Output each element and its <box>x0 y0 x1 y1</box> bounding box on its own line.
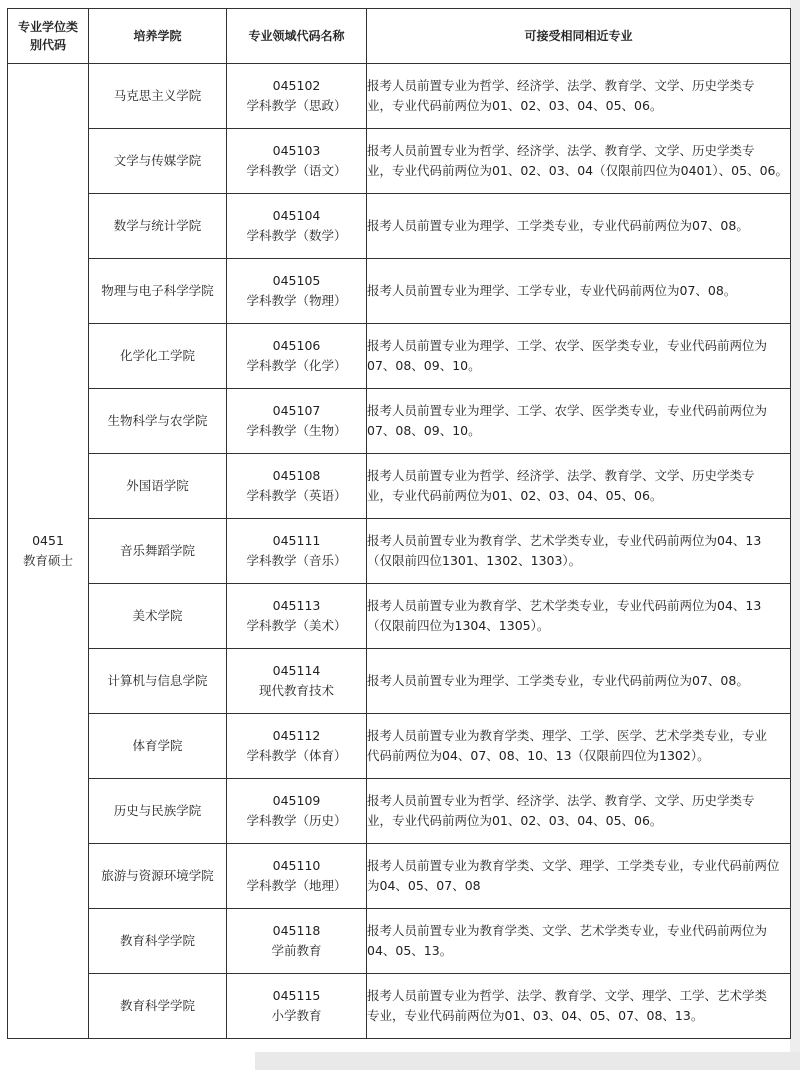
accepted-majors-cell <box>367 259 791 324</box>
field-code-cell <box>227 324 367 389</box>
field-name: 小学教育 <box>271 1008 322 1023</box>
accepted-majors-cell <box>367 454 791 519</box>
field-code-cell <box>227 129 367 194</box>
table-row <box>8 649 791 714</box>
table-row <box>8 129 791 194</box>
field-name: 学前教育 <box>271 943 322 958</box>
accepted-majors-cell <box>367 909 791 974</box>
college-cell: 音乐舞蹈学院 <box>89 519 227 584</box>
accepted-majors-line: 业，专业代码前两位为01、02、03、04、05、06。 <box>367 813 663 828</box>
accepted-majors-line: 报考人员前置专业为哲学、法学、教育学、文学、理学、工学、艺术学类 <box>367 988 768 1003</box>
accepted-majors-line: 报考人员前置专业为理学、工学专业，专业代码前两位为07、08。 <box>367 283 737 298</box>
accepted-majors-cell <box>367 779 791 844</box>
field-name: 学科教学（思政） <box>246 98 347 113</box>
accepted-majors-cell <box>367 64 791 129</box>
accepted-majors-line: （仅限前四位为1304、1305）。 <box>367 618 550 633</box>
accepted-majors-cell <box>367 389 791 454</box>
accepted-majors-line: 专业，专业代码前两位为01、03、04、05、07、08、13。 <box>367 1008 704 1023</box>
accepted-majors-line: 业，专业代码前两位为01、02、03、04、05、06。 <box>367 488 663 503</box>
accepted-majors-line: 报考人员前置专业为理学、工学类专业，专业代码前两位为07、08。 <box>367 218 749 233</box>
field-name: 学科教学（物理） <box>246 293 347 308</box>
field-code: 045108 <box>272 468 321 483</box>
accepted-majors-line: 报考人员前置专业为教育学类、文学、艺术学类专业，专业代码前两位为 <box>367 923 768 938</box>
field-code-cell <box>227 389 367 454</box>
accepted-majors-cell <box>367 324 791 389</box>
field-code: 045102 <box>272 78 321 93</box>
college-cell: 化学化工学院 <box>89 324 227 389</box>
accepted-majors-line: 代码前两位为04、07、08、10、13（仅限前四位为1302）。 <box>367 748 710 763</box>
accepted-majors-line: 报考人员前置专业为理学、工学、农学、医学类专业，专业代码前两位为 <box>367 338 768 353</box>
field-code-cell <box>227 909 367 974</box>
degree-category-cell <box>8 64 89 1039</box>
accepted-majors-cell <box>367 129 791 194</box>
accepted-majors-line: 报考人员前置专业为教育学、艺术学类专业，专业代码前两位为04、13 <box>367 533 762 548</box>
college-cell: 数学与统计学院 <box>89 194 227 259</box>
field-code: 045118 <box>272 923 321 938</box>
field-code-cell <box>227 584 367 649</box>
accepted-majors-line: 报考人员前置专业为教育学类、文学、理学、工学类专业，专业代码前两位 <box>367 858 780 873</box>
field-code-cell <box>227 194 367 259</box>
field-code: 045113 <box>272 598 321 613</box>
accepted-majors-cell <box>367 584 791 649</box>
table-row <box>8 389 791 454</box>
field-code: 045114 <box>272 663 321 678</box>
field-code-cell <box>227 974 367 1039</box>
table-row <box>8 194 791 259</box>
college-cell: 物理与电子科学学院 <box>89 259 227 324</box>
field-code: 045112 <box>272 728 321 743</box>
college-cell: 体育学院 <box>89 714 227 779</box>
degree-name: 教育硕士 <box>22 553 73 568</box>
field-code-cell <box>227 519 367 584</box>
accepted-majors-cell <box>367 649 791 714</box>
table-row <box>8 64 791 129</box>
field-name: 学科教学（地理） <box>246 878 347 893</box>
college-cell: 历史与民族学院 <box>89 779 227 844</box>
field-code-cell <box>227 259 367 324</box>
field-code: 045109 <box>272 793 321 808</box>
table-row <box>8 714 791 779</box>
accepted-majors-line: 报考人员前置专业为理学、工学、农学、医学类专业，专业代码前两位为 <box>367 403 768 418</box>
college-cell: 教育科学学院 <box>89 909 227 974</box>
field-name: 学科教学（化学） <box>246 358 347 373</box>
field-code-cell <box>227 779 367 844</box>
table-row <box>8 909 791 974</box>
table-row <box>8 584 791 649</box>
degree-code: 0451 <box>32 533 64 548</box>
header-accepted-majors: 可接受相同相近专业 <box>367 9 791 64</box>
table-body <box>8 64 791 1039</box>
field-code: 045104 <box>272 208 321 223</box>
field-code: 045106 <box>272 338 321 353</box>
accepted-majors-line: 业，专业代码前两位为01、02、03、04（仅限前四位为0401）、05、06。 <box>367 163 788 178</box>
field-code-cell <box>227 844 367 909</box>
accepted-majors-line: 报考人员前置专业为哲学、经济学、法学、教育学、文学、历史学类专 <box>367 793 755 808</box>
accepted-majors-line: （仅限前四位1301、1302、1303）。 <box>367 553 582 568</box>
accepted-majors-cell <box>367 194 791 259</box>
header-category-code: 专业学位类别代码 <box>8 9 89 64</box>
accepted-majors-line: 报考人员前置专业为哲学、经济学、法学、教育学、文学、历史学类专 <box>367 143 755 158</box>
field-code-cell <box>227 454 367 519</box>
header-field-code-name: 专业领域代码名称 <box>227 9 367 64</box>
field-code: 045110 <box>272 858 321 873</box>
field-name: 学科教学（体育） <box>246 748 347 763</box>
field-code: 045115 <box>272 988 321 1003</box>
field-code: 045111 <box>272 533 321 548</box>
accepted-majors-cell <box>367 974 791 1039</box>
accepted-majors-line: 报考人员前置专业为哲学、经济学、法学、教育学、文学、历史学类专 <box>367 468 755 483</box>
header-row <box>8 9 791 64</box>
majors-table <box>7 8 791 1039</box>
accepted-majors-line: 业，专业代码前两位为01、02、03、04、05、06。 <box>367 98 663 113</box>
field-name: 学科教学（历史） <box>246 813 347 828</box>
field-name: 学科教学（数学） <box>246 228 347 243</box>
accepted-majors-line: 报考人员前置专业为哲学、经济学、法学、教育学、文学、历史学类专 <box>367 78 755 93</box>
accepted-majors-line: 为04、05、07、08 <box>367 878 481 893</box>
field-code-cell <box>227 64 367 129</box>
accepted-majors-cell <box>367 844 791 909</box>
college-cell: 外国语学院 <box>89 454 227 519</box>
accepted-majors-line: 07、08、09、10。 <box>367 423 481 438</box>
field-code-cell <box>227 649 367 714</box>
college-cell: 美术学院 <box>89 584 227 649</box>
accepted-majors-line: 07、08、09、10。 <box>367 358 481 373</box>
table-row <box>8 974 791 1039</box>
field-name: 学科教学（语文） <box>246 163 347 178</box>
table-row <box>8 259 791 324</box>
accepted-majors-line: 报考人员前置专业为理学、工学类专业，专业代码前两位为07、08。 <box>367 673 749 688</box>
college-cell: 文学与传媒学院 <box>89 129 227 194</box>
accepted-majors-line: 04、05、13。 <box>367 943 453 958</box>
college-cell: 生物科学与农学院 <box>89 389 227 454</box>
field-name: 学科教学（生物） <box>246 423 347 438</box>
accepted-majors-cell <box>367 519 791 584</box>
field-name: 学科教学（美术） <box>246 618 347 633</box>
table-row <box>8 844 791 909</box>
table-row <box>8 519 791 584</box>
accepted-majors-cell <box>367 714 791 779</box>
table-row <box>8 324 791 389</box>
college-cell: 马克思主义学院 <box>89 64 227 129</box>
college-cell: 教育科学学院 <box>89 974 227 1039</box>
accepted-majors-line: 报考人员前置专业为教育学类、理学、工学、医学、艺术学类专业，专业 <box>367 728 768 743</box>
field-code-cell <box>227 714 367 779</box>
table-row <box>8 454 791 519</box>
field-code: 045103 <box>272 143 321 158</box>
field-name: 现代教育技术 <box>258 683 334 698</box>
college-cell: 旅游与资源环境学院 <box>89 844 227 909</box>
table-row <box>8 779 791 844</box>
field-name: 学科教学（音乐） <box>246 553 347 568</box>
field-code: 045107 <box>272 403 321 418</box>
field-code: 045105 <box>272 273 321 288</box>
field-name: 学科教学（英语） <box>246 488 347 503</box>
page-margin-bottom <box>255 1052 800 1070</box>
college-cell: 计算机与信息学院 <box>89 649 227 714</box>
page-margin-right <box>790 0 800 1070</box>
accepted-majors-line: 报考人员前置专业为教育学、艺术学类专业，专业代码前两位为04、13 <box>367 598 762 613</box>
header-college: 培养学院 <box>89 9 227 64</box>
